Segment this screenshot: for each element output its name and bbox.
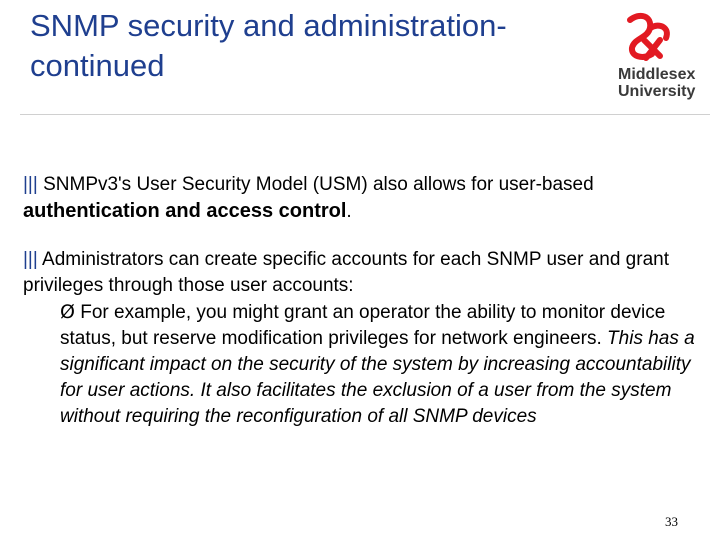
- arrow-bullet-icon: Ø: [60, 301, 75, 323]
- bullet-item-1: [23, 172, 698, 225]
- sub-bullet-text: For example, you might grant an operator the ability to monitor device status, but reserve modification privileges for network engineers.: [60, 302, 666, 349]
- sub-bullet-item: [60, 299, 698, 430]
- bullet-item-2-text: Administrators can create specific accounts for each SNMP user and grant privileges through those user accounts:: [23, 249, 669, 296]
- university-logo: [612, 10, 712, 105]
- slide-title-line2: continued: [30, 48, 165, 83]
- slide-body: [23, 172, 698, 430]
- bullet-item-1-end: .: [346, 201, 352, 222]
- bullet-marker-icon: |||: [23, 249, 38, 270]
- bullet-item-1-text: SNMPv3's User Security Model (USM) also allows for user-based: [43, 174, 594, 195]
- page-number: 33: [665, 514, 678, 529]
- logo-text-line2: University: [618, 83, 696, 100]
- bullet-item-2: [23, 247, 698, 299]
- slide-title-line1: SNMP security and administration-: [30, 8, 507, 43]
- bullet-item-1-bold: authentication and access control: [23, 200, 347, 222]
- middlesex-logo-mark-icon: [620, 10, 676, 62]
- slide-title: [30, 6, 610, 86]
- sub-bullet-italic-text: This has a significant impact on the security of the system by increasing accountability for user actions. It also facilitates the exclusion of a user from the system without requiring the reconfiguration of all SNMP devices: [60, 328, 695, 427]
- title-divider: [20, 114, 710, 115]
- bullet-marker-icon: |||: [23, 174, 38, 195]
- logo-text-line1: Middlesex: [618, 66, 696, 83]
